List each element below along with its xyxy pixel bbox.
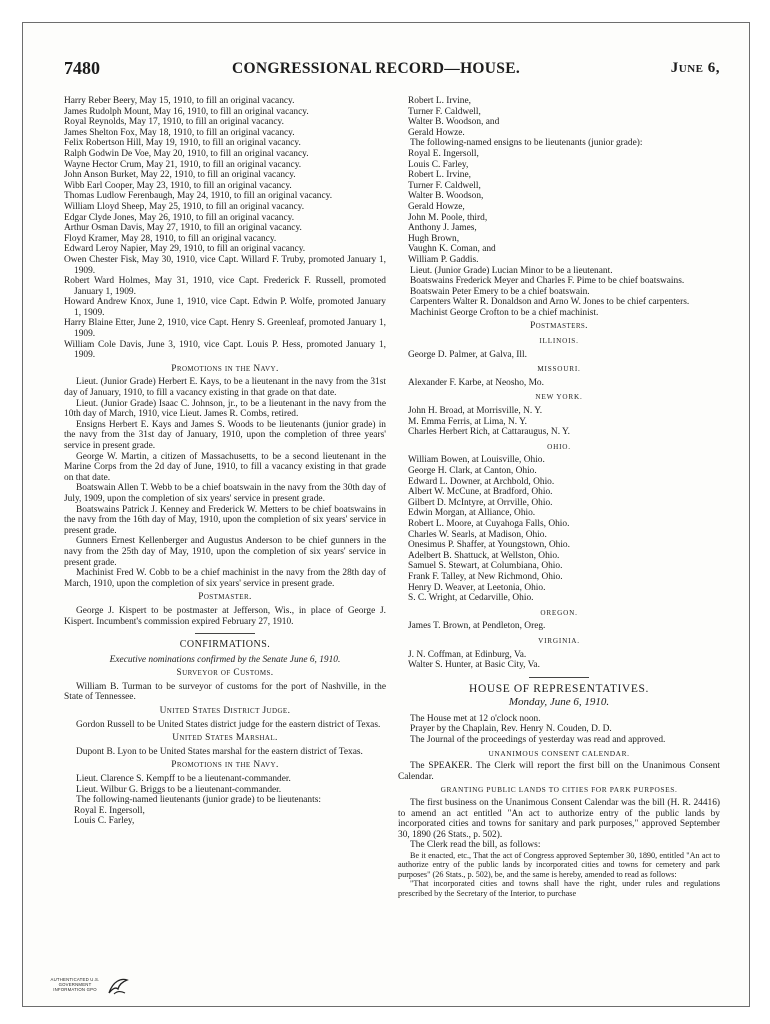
name-list-item: Royal E. Ingersoll, — [74, 805, 145, 816]
appointment-entry: William Lloyd Sheep, May 25, 1910, to fill an original vacancy. — [64, 201, 305, 212]
state-heading-ohio: OHIO. — [547, 442, 571, 451]
section-heading-navy-promotions: Promotions in the Navy. — [171, 363, 279, 374]
section-heading-marshal: United States Marshal. — [172, 733, 278, 744]
section-heading-navy-promotions-2: Promotions in the Navy. — [171, 760, 279, 771]
promotion-paragraph: Boatswain Peter Emery to be a chief boatswain. — [410, 286, 590, 297]
ensigns-intro: The following-named ensigns to be lieutenants (junior grade): — [410, 138, 643, 149]
promotion-paragraph: George W. Martin, a citizen of Massachusetts, to be a second lieutenant in the Marine Corps from the 2d day of June, 1910, to fill a vacancy existing in that grade on that date. — [64, 451, 386, 483]
postmaster-entry: James T. Brown, at Pendleton, Oreg. — [408, 621, 546, 632]
postmaster-entry: Samuel S. Stewart, at Columbiana, Ohio. — [408, 561, 563, 572]
appointment-entry: Royal Reynolds, May 17, 1910, to fill an original vacancy. — [64, 117, 284, 128]
appointment-entry: Owen Chester Fisk, May 30, 1910, vice Capt. Willard F. Truby, promoted January 1, 1909. — [64, 254, 386, 276]
bill-text: "That incorporated cities and towns shall have the right, under rules and regulations prescribed by the Secretary of the Interior, to purchase — [398, 879, 720, 898]
promotion-paragraph: Gunners Ernest Kellenberger and Augustus Anderson to be chief gunners in the navy from the 25th day of May, 1910, upon the completion of six years' service in present grade. — [64, 536, 386, 568]
page-header — [64, 58, 720, 84]
name-list-item: William P. Gaddis. — [408, 254, 479, 265]
state-heading-illinois: ILLINOIS. — [539, 337, 579, 346]
section-divider — [529, 677, 589, 678]
appointment-entry: James Rudolph Mount, May 16, 1910, to fill an original vacancy. — [64, 106, 309, 117]
confirmations-subtitle: Executive nominations confirmed by the Senate June 6, 1910. — [109, 654, 341, 665]
appointment-entry: Felix Robertson Hill, May 19, 1910, to fill an original vacancy. — [64, 138, 301, 149]
appointment-entry: Harry Blaine Etter, June 2, 1910, vice Capt. Henry S. Greenleaf, promoted January 1, 1909. — [64, 318, 386, 340]
postmaster-entry: Onesimus P. Shaffer, at Youngstown, Ohio. — [408, 540, 570, 551]
postmaster-entry: George H. Clark, at Canton, Ohio. — [408, 466, 537, 476]
promotion-paragraph: Boatswains Patrick J. Kenney and Frederick W. Metters to be chief boatswains in the navy from the 16th day of May, 1910, upon the completion of six years' service in present grade. — [64, 504, 386, 536]
section-heading-postmasters: Postmasters. — [530, 321, 588, 332]
name-list-item: Gerald Howze. — [408, 127, 465, 138]
name-list-item: Vaughn K. Coman, and — [408, 244, 496, 255]
name-list-item: Hugh Brown, — [408, 233, 460, 244]
postmaster-paragraph: George J. Kispert to be postmaster at Jefferson, Wis., in place of George J. Kispert. Incumbent's commission expired February 27, 1910. — [64, 605, 386, 627]
appointment-entry: Floyd Kramer, May 28, 1910, to fill an original vacancy. — [64, 233, 277, 244]
postmaster-entry: Alexander F. Karbe, at Neosho, Mo. — [408, 377, 544, 388]
name-list-item: Turner F. Caldwell, — [408, 106, 481, 117]
bill-text: Be it enacted, etc., That the act of Congress approved September 30, 1890, entitled "An act to authorize entry of the public lands by incorporated cities and towns for cemetery and park purposes" (26 Stats., p. 502), be, and the same is hereby, amended to read as follows: — [398, 851, 720, 879]
appointment-entry: James Shelton Fox, May 18, 1910, to fill an original vacancy. — [64, 127, 295, 138]
promotion-paragraph: Machinist Fred W. Cobb to be a chief machinist in the navy from the 28th day of March, 1910, upon the completion of six years' service in present grade. — [64, 568, 386, 589]
postmaster-entry: Edwin Morgan, at Alliance, Ohio. — [408, 508, 536, 519]
granting-heading: GRANTING PUBLIC LANDS TO CITIES FOR PARK PURPOSES. — [440, 785, 678, 795]
house-date: Monday, June 6, 1910. — [508, 696, 610, 709]
postmaster-entry: William Bowen, at Louisville, Ohio. — [408, 455, 545, 466]
postmaster-entry: Frank F. Talley, at New Richmond, Ohio. — [408, 571, 563, 582]
name-list-item: Turner F. Caldwell, — [408, 180, 481, 191]
postmaster-entry: Charles W. Searls, at Madison, Ohio. — [408, 529, 547, 540]
judge-paragraph: Gordon Russell to be United States district judge for the eastern district of Texas. — [76, 719, 381, 730]
gpo-authentication-mark — [46, 975, 130, 999]
state-heading-missouri: MISSOURI. — [537, 365, 581, 374]
confirmations-title: CONFIRMATIONS. — [179, 639, 271, 651]
gpo-text: AUTHENTICATED U.S. GOVERNMENT INFORMATION GPO — [50, 977, 100, 992]
appointment-entry: Robert Ward Holmes, May 31, 1910, vice Capt. Frederick F. Russell, promoted January 1, 1909. — [64, 276, 386, 297]
name-list-item: Robert L. Irvine, — [408, 170, 472, 181]
appointment-entry: Wayne Hector Crum, May 21, 1910, to fill an original vacancy. — [64, 159, 302, 170]
name-list-item: Robert L. Irvine, — [408, 96, 472, 106]
house-title: HOUSE OF REPRESENTATIVES. — [469, 682, 649, 695]
marshal-paragraph: Dupont B. Lyon to be United States marshal for the eastern district of Texas. — [76, 746, 363, 757]
state-heading-virginia: VIRGINIA. — [538, 636, 580, 645]
promotion-paragraph: Ensigns Herbert E. Kays and James S. Woods to be lieutenants (junior grade) in the navy from the 31st day of January, 1910, upon the completion of three years' service in present grade. — [64, 419, 386, 451]
appointment-entry: Wibb Earl Cooper, May 23, 1910, to fill an original vacancy. — [64, 180, 292, 191]
promotion-paragraph: Carpenters Walter R. Donaldson and Arno W. Jones to be chief carpenters. — [410, 297, 690, 308]
page-date: June 6, — [670, 60, 720, 76]
postmaster-entry: J. N. Coffman, at Edinburg, Va. — [408, 649, 527, 660]
appointment-entry: William Cole Davis, June 3, 1910, vice Capt. Louis P. Hess, promoted January 1, 1909. — [64, 339, 386, 361]
postmaster-entry: Charles Herbert Rich, at Cattaraugus, N. Y. — [408, 427, 570, 438]
name-list-item: Walter B. Woodson, — [408, 191, 484, 202]
business-paragraph: The first business on the Unanimous Consent Calendar was the bill (H. R. 24416) to amend an act entitled "An act to authorize entry of the public lands by incorporated cities and towns for sanitary and park purposes," approved September 30, 1890 (26 Stats., p. 502). — [398, 798, 720, 840]
navy-promotion-item: Lieut. Clarence S. Kempff to be a lieutenant-commander. — [76, 774, 291, 785]
promotion-paragraph: Boatswains Frederick Meyer and Charles F. Pime to be chief boatswains. — [410, 276, 685, 287]
navy-promotion-item: The following-named lieutenants (junior grade) to be lieutenants: — [76, 795, 321, 806]
name-list-item: Louis C. Farley, — [408, 159, 469, 170]
postmaster-entry: Adelbert B. Shattuck, at Wellston, Ohio. — [408, 550, 560, 561]
appointment-entry: Edward Leroy Napier, May 29, 1910, to fill an original vacancy. — [64, 244, 306, 255]
postmaster-entry: Walter S. Hunter, at Basic City, Va. — [408, 660, 540, 671]
postmaster-entry: M. Emma Ferris, at Lima, N. Y. — [408, 416, 527, 427]
section-heading-postmaster: Postmaster. — [198, 592, 252, 603]
name-list-item: Louis C. Farley, — [74, 816, 135, 827]
postmaster-entry: Henry D. Weaver, at Leetonia, Ohio. — [408, 582, 546, 593]
page-title: CONGRESSIONAL RECORD—HOUSE. — [232, 60, 521, 77]
name-list-item: Gerald Howze, — [408, 201, 465, 212]
right-column — [398, 96, 720, 898]
section-heading-judge: United States District Judge. — [159, 706, 291, 717]
name-list-item: Anthony J. James, — [408, 223, 477, 234]
house-paragraph: The House met at 12 o'clock noon. — [410, 713, 541, 724]
postmaster-entry: Robert L. Moore, at Cuyahoga Falls, Ohio. — [408, 518, 570, 529]
postmaster-entry: Albert W. McCune, at Bradford, Ohio. — [408, 487, 553, 498]
appointment-entry: Ralph Godwin De Voe, May 20, 1910, to fill an original vacancy. — [64, 148, 309, 159]
gpo-eagle-icon — [106, 975, 130, 999]
section-heading-surveyor: Surveyor of Customs. — [176, 668, 274, 679]
postmaster-entry: Gilbert D. McIntyre, at Orrville, Ohio. — [408, 497, 553, 508]
postmaster-entry: S. C. Wright, at Cedarville, Ohio. — [408, 593, 534, 604]
appointment-entry: John Anson Burket, May 22, 1910, to fill an original vacancy. — [64, 170, 296, 181]
appointment-list — [64, 96, 386, 361]
appointment-entry: Arthur Osman Davis, May 27, 1910, to fill an original vacancy. — [64, 223, 302, 234]
name-list-item: Royal E. Ingersoll, — [408, 148, 479, 159]
postmaster-entry: George D. Palmer, at Galva, Ill. — [408, 349, 527, 360]
clerk-paragraph: The Clerk read the bill, as follows: — [410, 840, 541, 851]
promotion-paragraph: Lieut. (Junior Grade) Herbert E. Kays, to be a lieutenant in the navy from the 31st day of January, 1910, to fill a vacancy existing in that grade on that date. — [64, 377, 386, 399]
calendar-heading: UNANIMOUS CONSENT CALENDAR. — [488, 748, 630, 758]
postmaster-entry: John H. Broad, at Morrisville, N. Y. — [408, 406, 543, 417]
page-number: 7480 — [64, 58, 100, 78]
name-list-item: John M. Poole, third, — [408, 212, 488, 223]
name-list-item: Walter B. Woodson, and — [408, 117, 500, 128]
state-heading-oregon: OREGON. — [540, 608, 578, 617]
speaker-paragraph: The SPEAKER. The Clerk will report the first bill on the Unanimous Consent Calendar. — [398, 761, 720, 782]
section-divider — [195, 633, 255, 634]
promotion-paragraph: Machinist George Crofton to be a chief machinist. — [410, 307, 599, 318]
promotion-paragraph: Lieut. (Junior Grade) Lucian Minor to be a lieutenant. — [410, 265, 613, 276]
postmaster-entry: Edward L. Downer, at Archbold, Ohio. — [408, 476, 555, 487]
appointment-entry: Thomas Ludlow Ferenbaugh, May 24, 1910, to fill an original vacancy. — [64, 191, 333, 202]
navy-promotion-item: Lieut. Wilbur G. Briggs to be a lieutenant-commander. — [76, 784, 282, 795]
appointment-entry: Harry Reber Beery, May 15, 1910, to fill an original vacancy. — [64, 96, 295, 106]
left-column — [64, 96, 386, 827]
state-heading-new-york: NEW YORK. — [535, 393, 583, 402]
appointment-entry: Edgar Clyde Jones, May 26, 1910, to fill an original vacancy. — [64, 212, 295, 223]
appointment-entry: Howard Andrew Knox, June 1, 1910, vice Capt. Edwin P. Wolfe, promoted January 1, 1909. — [64, 297, 386, 318]
house-paragraph: Prayer by the Chaplain, Rev. Henry N. Couden, D. D. — [410, 724, 612, 735]
surveyor-paragraph: William B. Turman to be surveyor of customs for the port of Nashville, in the State of Tennessee. — [64, 681, 386, 703]
promotion-paragraph: Lieut. (Junior Grade) Isaac C. Johnson, jr., to be a lieutenant in the navy from the 10th day of March, 1910, vice Lieut. James R. Combs, retired. — [64, 398, 386, 420]
house-paragraph: The Journal of the proceedings of yesterday was read and approved. — [410, 735, 666, 746]
promotion-paragraph: Boatswain Allen T. Webb to be a chief boatswain in the navy from the 30th day of July, 1909, upon the completion of six years' service in present grade. — [64, 483, 386, 504]
